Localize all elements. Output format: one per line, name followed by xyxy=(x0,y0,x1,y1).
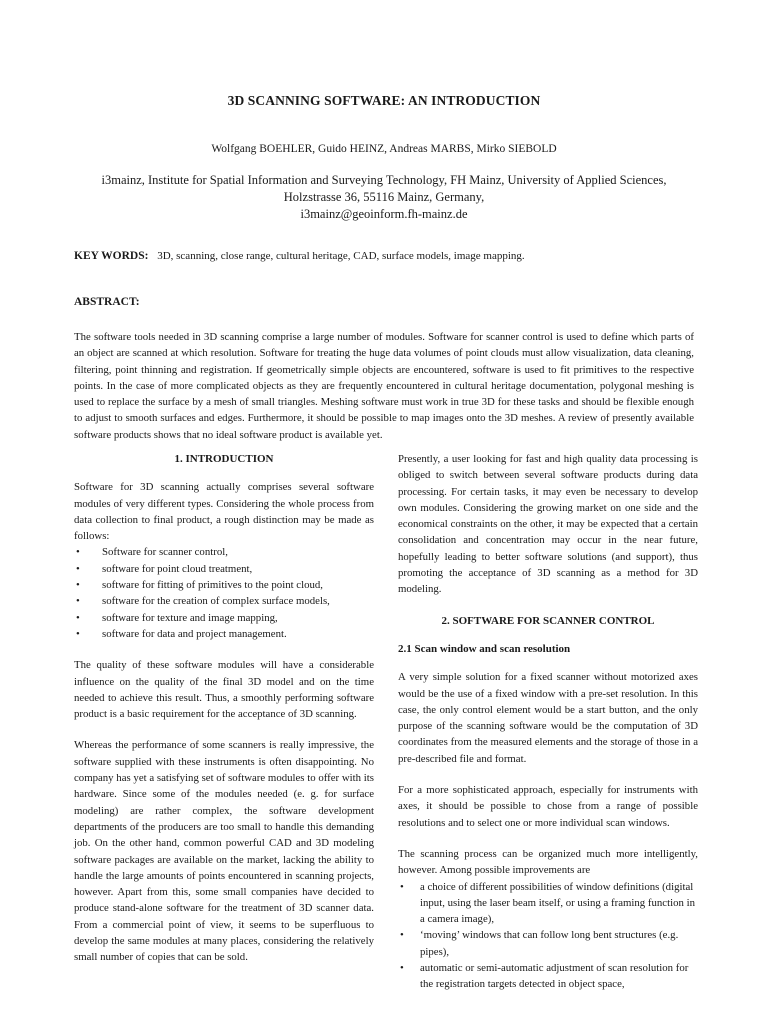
list-item: • ‘moving’ windows that can follow long bent structures (e.g. pipes), xyxy=(400,929,679,958)
affiliation xyxy=(60,172,708,223)
bullet-icon: • xyxy=(76,627,80,640)
bullet-icon: • xyxy=(400,929,404,942)
bullet-icon: • xyxy=(76,611,80,624)
list-item: • software for fitting of primitives to the point cloud, xyxy=(74,577,374,593)
subsection-heading: 2.1 Scan window and scan resolution xyxy=(398,642,571,655)
section-heading-introduction: 1. INTRODUCTION xyxy=(174,453,274,465)
improvements-list xyxy=(398,879,698,993)
bullet-icon: • xyxy=(400,880,404,893)
keywords-text: 3D, scanning, close range, cultural heritage, CAD, surface models, image mapping. xyxy=(157,250,525,262)
bullet-icon: • xyxy=(400,962,404,975)
intro-paragraph: Software for 3D scanning actually comprises several software modules of very different types. Considering the whole process from data collection to final product, a rough distinction may be made as follows: xyxy=(74,481,374,543)
bullet-icon: • xyxy=(76,579,80,592)
list-item: • software for point cloud treatment, xyxy=(74,561,374,577)
body-paragraph: Presently, a user looking for fast and high quality data processing is obliged to switch between several software products during data processing. For certain tasks, it may even be necessary to develop own modules. Considering the growing market on one side and the economical constraints on the other, it may be expected that a certain consolidation and concentration may occur in the near future, hopefully leading to better software solutions (and support), thus promoting the acceptance of 3D scanning as a method for 3D modeling. xyxy=(398,453,698,596)
bullet-icon: • xyxy=(76,546,80,559)
body-paragraph: For a more sophisticated approach, especially for instruments with axes, it should be possible to chose from a range of possible resolutions and to select one or more individual scan windows. xyxy=(398,784,698,829)
abstract-text: The software tools needed in 3D scanning comprise a large number of modules. Software for scanner control is used to define which parts of an object are scanned at which resolution. Software for treating the huge data volumes of point clouds must allow visualization, data cleaning, filtering, point thinning and registration. If geometrically simple objects are encountered, software is used to fit primitives to the respective points. In the case of more complicated objects as they are frequently encountered in cultural heritage documentation, polygonal meshing is used to replace the surface by a mesh of small triangles. Meshing software must work in true 3D for these tasks and should be flexible enough to adjust to smooth surfaces and edges. Furthermore, it should be possible to map images onto the 3D meshes. A review of presently available software products shows that no ideal software product is available yet. xyxy=(74,331,694,441)
affiliation-line: Holzstrasse 36, 55116 Mainz, Germany, xyxy=(283,190,485,204)
keywords xyxy=(74,250,714,262)
right-column xyxy=(398,451,698,993)
bullet-icon: • xyxy=(76,595,80,608)
left-column xyxy=(74,451,374,966)
affiliation-line: i3mainz, Institute for Spatial Information and Surveying Technology, FH Mainz, University of Applied Sciences, xyxy=(101,173,667,187)
body-paragraph: A very simple solution for a fixed scanner without motorized axes would be the use of a fixed window with a pre-set resolution. In this case, the only control element would be a start button, and the only purpose of the scanning software would be the computation of 3D coordinates from the measured elements and the storage of those in a pre-described file and format. xyxy=(398,671,698,765)
paper-title: 3D SCANNING SOFTWARE: AN INTRODUCTION xyxy=(227,93,541,108)
list-item: • a choice of different possibilities of window definitions (digital input, using the laser beam itself, or using a framing function in a camera image), xyxy=(400,880,695,926)
author-list: Wolfgang BOEHLER, Guido HEINZ, Andreas MARBS, Mirko SIEBOLD xyxy=(211,143,557,155)
keywords-label: KEY WORDS: xyxy=(74,250,149,262)
body-paragraph: Whereas the performance of some scanners is really impressive, the software supplied with these instruments is often disappointing. No company has yet a satisfying set of software modules to offer with its hardware. Since some of the modules needed (e. g. for surface modeling) are rather complex, the software development departments of the producers are too small to handle this demanding job. On the other hand, common powerful CAD and 3D modeling software packages are available on the market, lacking the ability to handle the large amounts of points encountered in scanning projects, however. Apart from this, some small companies have decided to produce stand-alone software for the treatment of 3D scanner data. From a commercial point of view, it seems to be superfluous to develop the same modules at many places, considering the relatively small number of copies that can be sold. xyxy=(74,739,374,964)
list-item: • software for texture and image mapping, xyxy=(74,610,374,626)
section-heading-scanner-control: 2. SOFTWARE FOR SCANNER CONTROL xyxy=(441,614,655,627)
body-paragraph: The quality of these software modules will have a considerable influence on the quality of the final 3D model and on the time needed to achieve this result. Thus, a smoothly performing software product is a basic requirement for the acceptance of 3D scanning. xyxy=(74,659,374,721)
list-item: • automatic or semi-automatic adjustment of scan resolution for the registration targets detected in object space, xyxy=(400,962,689,991)
software-types-list xyxy=(74,544,374,642)
abstract-heading: ABSTRACT: xyxy=(74,296,140,308)
list-item: • software for the creation of complex surface models, xyxy=(74,593,374,609)
list-item: • Software for scanner control, xyxy=(74,544,374,560)
affiliation-email: i3mainz@geoinform.fh-mainz.de xyxy=(300,207,468,221)
list-item: • software for data and project management. xyxy=(74,626,374,642)
bullet-icon: • xyxy=(76,562,80,575)
body-paragraph: The scanning process can be organized much more intelligently, however. Among possible improvements are xyxy=(398,847,698,877)
